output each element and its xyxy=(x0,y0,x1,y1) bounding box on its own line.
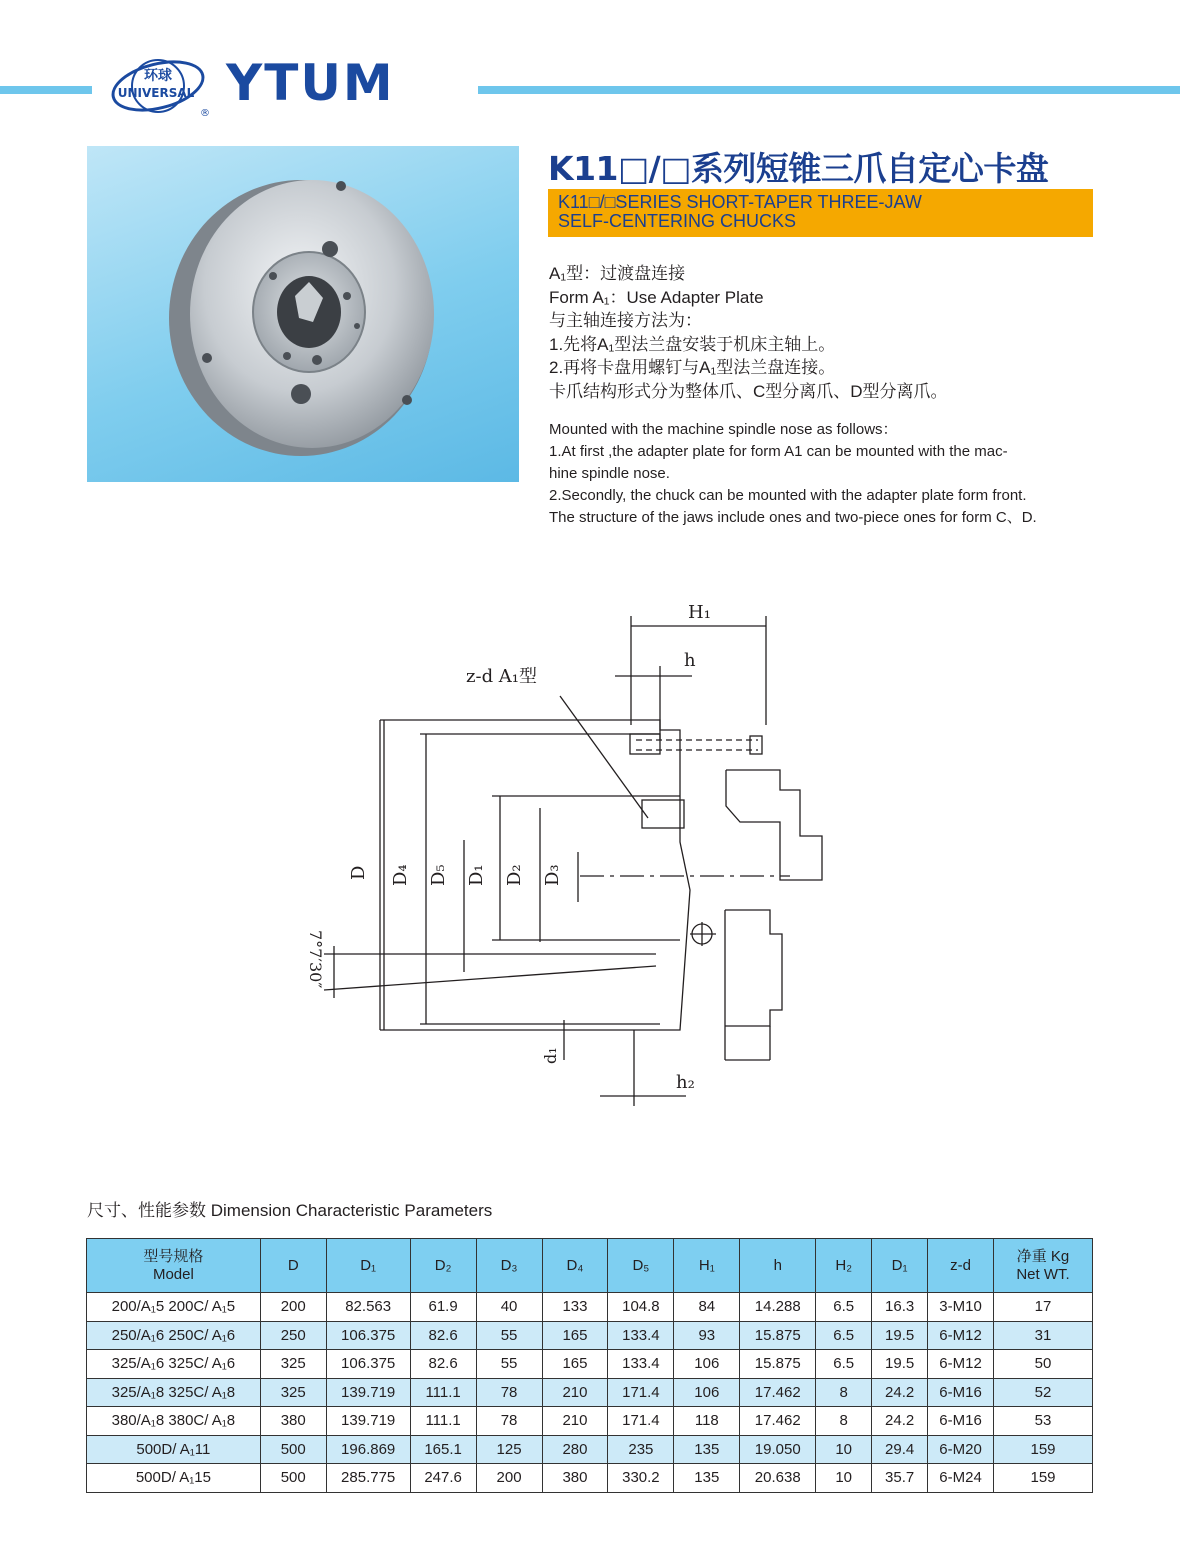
table-cell: 40 xyxy=(476,1293,542,1322)
table-row xyxy=(87,1350,1093,1379)
intro-en-line: The structure of the jaws include ones and two-piece ones for form C、D. xyxy=(549,509,1037,526)
table-row xyxy=(87,1464,1093,1493)
label-zd: z-d A₁型 xyxy=(466,666,538,687)
table-cell: 29.4 xyxy=(872,1435,928,1464)
label-H1: H₁ xyxy=(688,602,711,623)
label-D2: D₂ xyxy=(504,864,525,886)
table-cell: 106 xyxy=(674,1350,740,1379)
label-D1: D₁ xyxy=(466,864,487,886)
table-cell: 106.375 xyxy=(326,1350,410,1379)
header-D: D xyxy=(260,1239,326,1293)
table-cell: 8 xyxy=(816,1407,872,1436)
table-cell: 10 xyxy=(816,1435,872,1464)
table-cell: 17.462 xyxy=(740,1407,816,1436)
page-title-cn: K11□/□系列短锥三爪自定心卡盘 xyxy=(548,149,1049,188)
header-zd: z-d xyxy=(928,1239,994,1293)
table-cell: 133.4 xyxy=(608,1350,674,1379)
label-D: D xyxy=(348,865,369,880)
table-cell: 325/A₁8 325C/ A₁8 xyxy=(87,1378,261,1407)
table-cell: 200 xyxy=(476,1464,542,1493)
title-en-line2: SELF-CENTERING CHUCKS xyxy=(558,211,797,231)
table-cell: 24.2 xyxy=(872,1378,928,1407)
table-row xyxy=(87,1435,1093,1464)
table-cell: 16.3 xyxy=(872,1293,928,1322)
table-cell: 84 xyxy=(674,1293,740,1322)
registered-mark: ® xyxy=(200,108,210,119)
table-cell: 210 xyxy=(542,1407,608,1436)
header-H1: H₁ xyxy=(674,1239,740,1293)
table-cell: 6-M12 xyxy=(928,1321,994,1350)
table-cell: 200 xyxy=(260,1293,326,1322)
intro-en-line: hine spindle nose. xyxy=(549,465,670,482)
intro-en-line: 2.Secondly, the chuck can be mounted with the adapter plate form front. xyxy=(549,487,1027,504)
table-cell: 82.6 xyxy=(410,1321,476,1350)
table-cell: 171.4 xyxy=(608,1378,674,1407)
table-cell: 200/A₁5 200C/ A₁5 xyxy=(87,1293,261,1322)
table-cell: 171.4 xyxy=(608,1407,674,1436)
table-cell: 247.6 xyxy=(410,1464,476,1493)
table-cell: 235 xyxy=(608,1435,674,1464)
label-D3: D₃ xyxy=(542,864,563,886)
table-cell: 210 xyxy=(542,1378,608,1407)
intro-cn-line: 2.再将卡盘用螺钉与A₁型法兰盘连接。 xyxy=(549,358,836,377)
table-row xyxy=(87,1293,1093,1322)
table-cell: 285.775 xyxy=(326,1464,410,1493)
table-cell: 330.2 xyxy=(608,1464,674,1493)
header-D3: D₃ xyxy=(476,1239,542,1293)
table-cell: 17.462 xyxy=(740,1378,816,1407)
table-cell: 6-M16 xyxy=(928,1378,994,1407)
universal-logo xyxy=(106,50,216,122)
intro-cn-line: 与主轴连接方法为： xyxy=(549,311,702,330)
table-cell: 139.719 xyxy=(326,1407,410,1436)
table-cell: 6-M12 xyxy=(928,1350,994,1379)
table-cell: 325 xyxy=(260,1350,326,1379)
table-cell: 159 xyxy=(994,1435,1093,1464)
table-cell: 250 xyxy=(260,1321,326,1350)
table-cell: 165.1 xyxy=(410,1435,476,1464)
table-cell: 6.5 xyxy=(816,1293,872,1322)
table-cell: 133.4 xyxy=(608,1321,674,1350)
header-D5: D₅ xyxy=(608,1239,674,1293)
header-H2: H₂ xyxy=(816,1239,872,1293)
table-cell: 500D/ A₁11 xyxy=(87,1435,261,1464)
table-row xyxy=(87,1321,1093,1350)
table-cell: 500D/ A₁15 xyxy=(87,1464,261,1493)
intro-text xyxy=(549,262,1094,529)
page-title-en-banner xyxy=(548,189,1093,237)
table-cell: 125 xyxy=(476,1435,542,1464)
table-cell: 380 xyxy=(542,1464,608,1493)
table-cell: 20.638 xyxy=(740,1464,816,1493)
table-cell: 53 xyxy=(994,1407,1093,1436)
table-cell: 111.1 xyxy=(410,1407,476,1436)
table-cell: 78 xyxy=(476,1378,542,1407)
table-cell: 17 xyxy=(994,1293,1093,1322)
header-D4: D₄ xyxy=(542,1239,608,1293)
table-cell: 500 xyxy=(260,1435,326,1464)
table-cell: 19.5 xyxy=(872,1350,928,1379)
table-cell: 19.050 xyxy=(740,1435,816,1464)
table-cell: 106 xyxy=(674,1378,740,1407)
header-d1: D₁ xyxy=(872,1239,928,1293)
table-cell: 55 xyxy=(476,1350,542,1379)
label-d1: d₁ xyxy=(541,1047,560,1064)
header-model: 型号规格 Model xyxy=(87,1239,261,1293)
table-cell: 280 xyxy=(542,1435,608,1464)
intro-en-line: 1.At first ,the adapter plate for form A1 can be mounted with the mac- xyxy=(549,443,1008,460)
table-cell: 139.719 xyxy=(326,1378,410,1407)
table-cell: 3-M10 xyxy=(928,1293,994,1322)
table-cell: 159 xyxy=(994,1464,1093,1493)
table-cell: 6-M24 xyxy=(928,1464,994,1493)
table-cell: 6.5 xyxy=(816,1321,872,1350)
table-cell: 24.2 xyxy=(872,1407,928,1436)
table-cell: 14.288 xyxy=(740,1293,816,1322)
table-cell: 35.7 xyxy=(872,1464,928,1493)
table-cell: 325/A₁6 325C/ A₁6 xyxy=(87,1350,261,1379)
header-D2: D₂ xyxy=(410,1239,476,1293)
logo-emblem-en: UNIVERSAL xyxy=(117,86,195,100)
intro-en-line: Mounted with the machine spindle nose as follows： xyxy=(549,421,898,438)
table-cell: 104.8 xyxy=(608,1293,674,1322)
table-cell: 106.375 xyxy=(326,1321,410,1350)
table-cell: 78 xyxy=(476,1407,542,1436)
table-cell: 118 xyxy=(674,1407,740,1436)
header-net-weight: 净重 Kg Net WT. xyxy=(994,1239,1093,1293)
table-cell: 111.1 xyxy=(410,1378,476,1407)
table-cell: 6-M16 xyxy=(928,1407,994,1436)
product-photo xyxy=(87,146,519,482)
technical-drawing xyxy=(270,590,830,1120)
table-cell: 135 xyxy=(674,1464,740,1493)
table-cell: 133 xyxy=(542,1293,608,1322)
table-cell: 15.875 xyxy=(740,1350,816,1379)
header-D1: D₁ xyxy=(326,1239,410,1293)
table-header-row xyxy=(87,1239,1093,1293)
table-cell: 165 xyxy=(542,1350,608,1379)
table-cell: 61.9 xyxy=(410,1293,476,1322)
label-h2: h₂ xyxy=(676,1072,695,1093)
header-bar-right xyxy=(478,86,1180,94)
intro-cn-line: Form A₁：Use Adapter Plate xyxy=(549,287,764,307)
table-cell: 82.6 xyxy=(410,1350,476,1379)
table-cell: 325 xyxy=(260,1378,326,1407)
table-cell: 82.563 xyxy=(326,1293,410,1322)
table-cell: 380 xyxy=(260,1407,326,1436)
label-angle: 7°7′30″ xyxy=(306,930,325,989)
table-row xyxy=(87,1378,1093,1407)
intro-cn-line: 1.先将A₁型法兰盘安装于机床主轴上。 xyxy=(549,334,836,354)
table-cell: 135 xyxy=(674,1435,740,1464)
label-D4: D₄ xyxy=(390,864,411,886)
logo-emblem-cn: 环球 xyxy=(144,68,172,84)
header-bar-left xyxy=(0,86,92,94)
table-cell: 8 xyxy=(816,1378,872,1407)
table-cell: 93 xyxy=(674,1321,740,1350)
intro-cn-line: A₁型：过渡盘连接 xyxy=(549,264,686,283)
table-cell: 500 xyxy=(260,1464,326,1493)
table-cell: 165 xyxy=(542,1321,608,1350)
table-cell: 380/A₁8 380C/ A₁8 xyxy=(87,1407,261,1436)
table-caption: 尺寸、性能参数 Dimension Characteristic Parameters xyxy=(87,1201,493,1220)
table-cell: 196.869 xyxy=(326,1435,410,1464)
table-row xyxy=(87,1407,1093,1436)
parameters-table xyxy=(86,1238,1093,1493)
label-h: h xyxy=(684,650,696,671)
title-en-line1: K11□/□SERIES SHORT-TAPER THREE-JAW xyxy=(558,192,922,212)
label-D5: D₅ xyxy=(428,864,449,886)
table-cell: 31 xyxy=(994,1321,1093,1350)
table-cell: 6-M20 xyxy=(928,1435,994,1464)
table-cell: 10 xyxy=(816,1464,872,1493)
intro-cn-line: 卡爪结构形式分为整体爪、C型分离爪、D型分离爪。 xyxy=(549,381,948,401)
header-h: h xyxy=(740,1239,816,1293)
brand-wordmark: YTUM xyxy=(226,54,395,112)
table-cell: 50 xyxy=(994,1350,1093,1379)
table-cell: 52 xyxy=(994,1378,1093,1407)
table-cell: 55 xyxy=(476,1321,542,1350)
table-cell: 15.875 xyxy=(740,1321,816,1350)
table-cell: 19.5 xyxy=(872,1321,928,1350)
table-cell: 250/A₁6 250C/ A₁6 xyxy=(87,1321,261,1350)
table-cell: 6.5 xyxy=(816,1350,872,1379)
